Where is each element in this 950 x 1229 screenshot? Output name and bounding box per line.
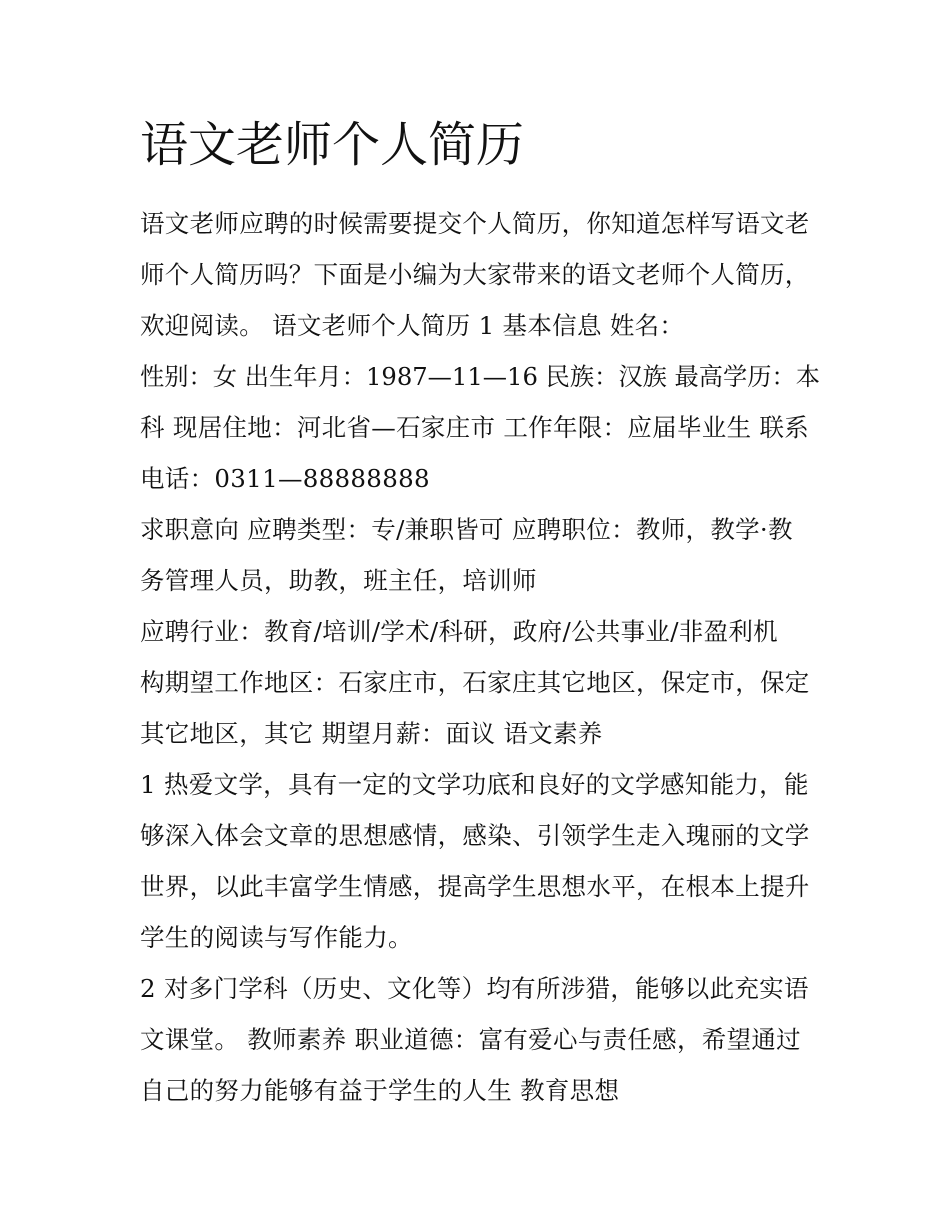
body-line: 构期望工作地区：石家庄市，石家庄其它地区，保定市，保定 <box>140 668 810 697</box>
body-line: 其它地区，其它 期望月薪：面议 语文素养 <box>140 719 603 748</box>
document-body <box>140 198 820 1116</box>
body-line: 务管理人员，助教，班主任，培训师 <box>140 566 537 595</box>
body-line: 1 热爱文学，具有一定的文学功底和良好的文学感知能力，能 <box>140 770 809 799</box>
body-line: 2 对多门学科（历史、文化等）均有所涉猎，能够以此充实语 <box>140 974 809 1003</box>
body-line: 电话：0311—88888888 <box>140 464 430 493</box>
body-line: 应聘行业：教育/培训/学术/科研，政府/公共事业/非盈利机 <box>140 617 778 646</box>
body-line: 够深入体会文章的思想感情，感染、引领学生走入瑰丽的文学 <box>140 821 810 850</box>
body-line: 师个人简历吗？下面是小编为大家带来的语文老师个人简历， <box>140 260 810 289</box>
body-line: 自己的努力能够有益于学生的人生 教育思想 <box>140 1076 620 1105</box>
body-line: 世界，以此丰富学生情感，提高学生思想水平，在根本上提升 <box>140 872 810 901</box>
body-line: 学生的阅读与写作能力。 <box>140 923 413 952</box>
body-line: 文课堂。 教师素养 职业道德：富有爱心与责任感，希望通过 <box>140 1025 801 1054</box>
body-line: 求职意向 应聘类型：专/兼职皆可 应聘职位：教师，教学·教 <box>140 515 793 544</box>
body-line: 科 现居住地：河北省—石家庄市 工作年限：应届毕业生 联系 <box>140 413 810 442</box>
document-title: 语文老师个人简历 <box>140 117 525 173</box>
body-line: 性别：女 出生年月：1987—11—16 民族：汉族 最高学历：本 <box>140 362 821 391</box>
body-line: 欢迎阅读。 语文老师个人简历 1 基本信息 姓名： <box>140 311 685 340</box>
body-line: 语文老师应聘的时候需要提交个人简历，你知道怎样写语文老 <box>140 209 810 238</box>
